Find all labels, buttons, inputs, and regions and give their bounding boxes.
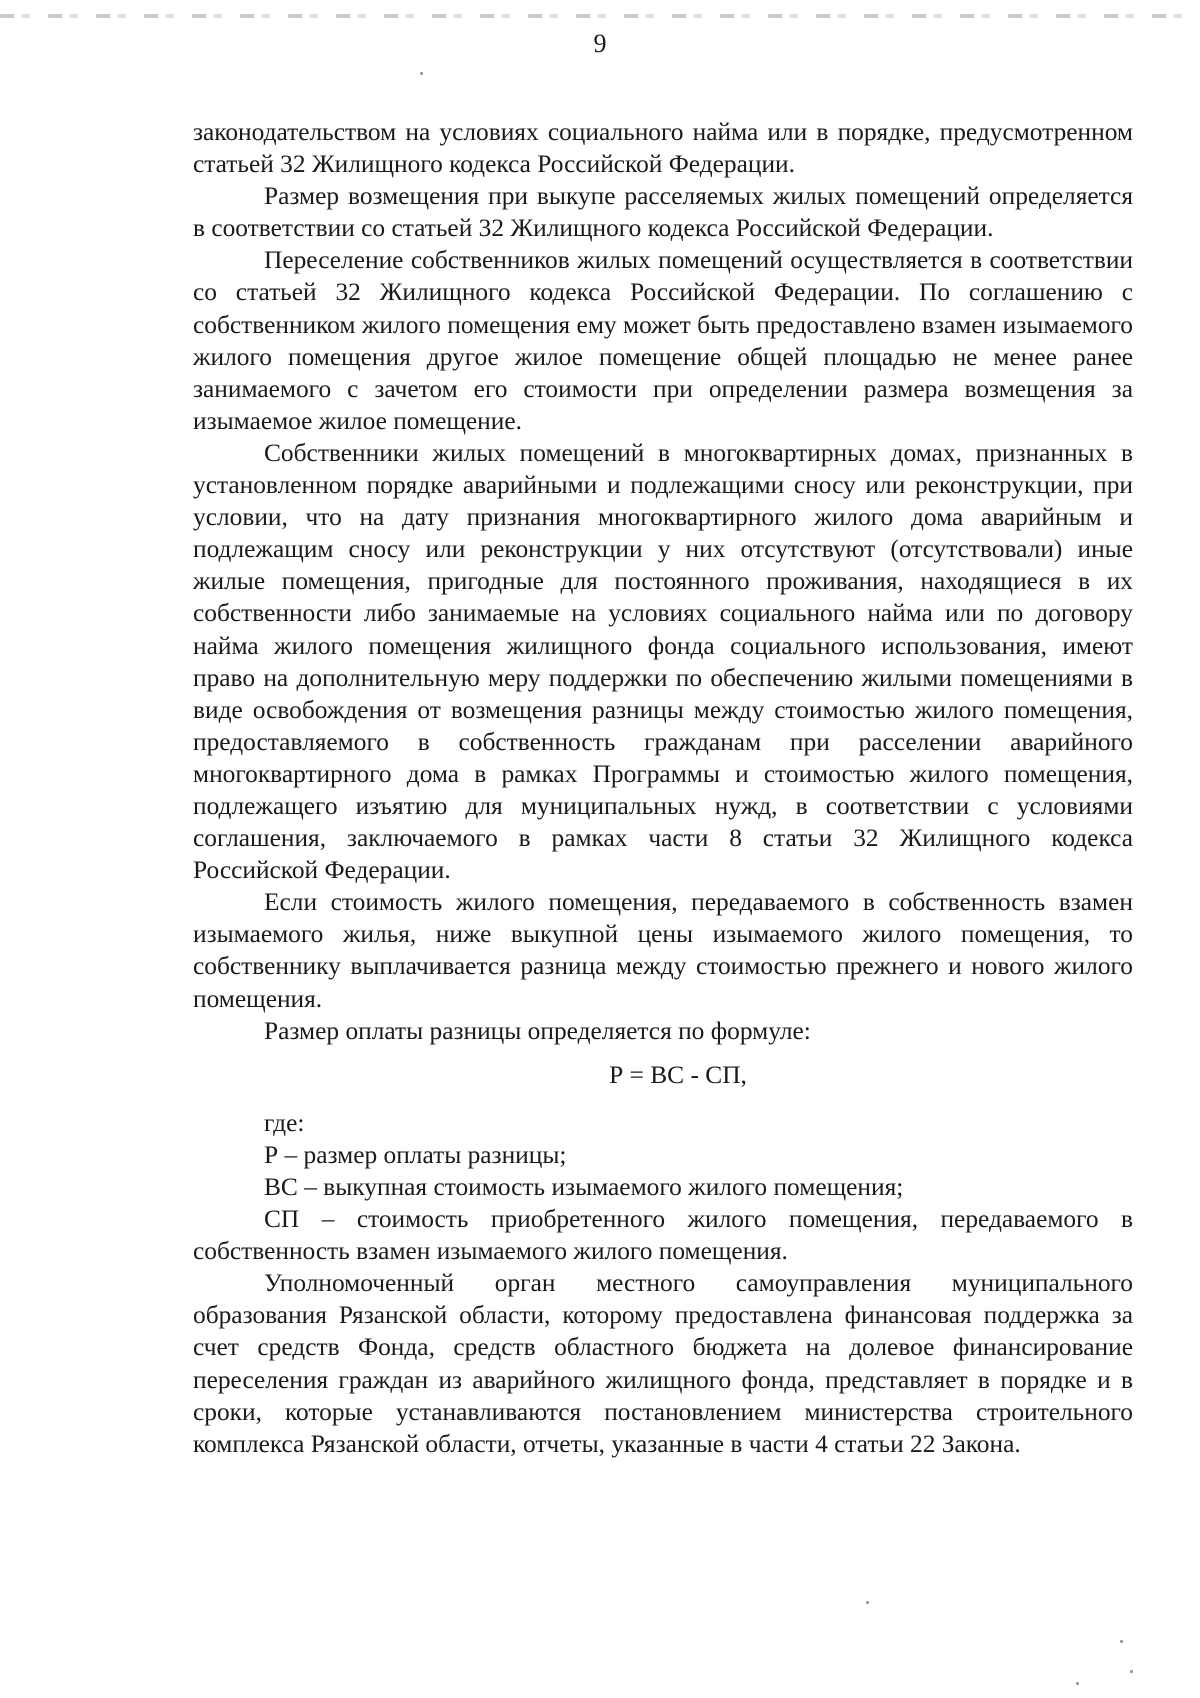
page-number: 9	[593, 29, 607, 58]
paragraph-formula-intro: Размер оплаты разницы определяется по формуле:	[264, 1016, 811, 1045]
paragraph-owner-resettlement: Переселение собственников жилых помещений осуществляется в соответствии со статьей 32 Жилищного кодекса Российской Федерации. По соглашению с собственником жилого помещения ему может быть предоставлено взамен изымаемого жилого помещения другое жилое помещение общей площадью не менее ранее занимаемого с зачетом его стоимости при определении размера возмещения за изымаемое жилое помещение.	[193, 246, 1133, 435]
paragraph-compensation-size: Размер возмещения при выкупе расселяемых жилых помещений определяется в соответствии со статьей 32 Жилищного кодекса Российской Федерации.	[193, 182, 1133, 243]
definition-sp: СП – стоимость приобретенного жилого помещения, передаваемого в собственность взамен изымаемого жилого помещения.	[193, 1205, 1133, 1266]
scan-speck	[1076, 1682, 1079, 1685]
scan-speck	[1130, 1670, 1133, 1673]
formula: Р = ВС - СП,	[609, 1060, 747, 1089]
scan-edge-artifact	[0, 14, 1200, 18]
scan-speck	[420, 72, 423, 75]
scan-speck	[1120, 1640, 1123, 1643]
scan-speck	[866, 1601, 869, 1604]
definitions-where: где:	[264, 1108, 305, 1137]
document-body	[193, 116, 1133, 1460]
paragraph-additional-support: Собственники жилых помещений в многоквартирных домах, признанных в установленном порядке аварийными и подлежащими сносу или реконструкции, при условии, что на дату признания многоквартирного жилого дома аварийным и подлежащим сносу или реконструкции у них отсутствуют (отсутствовали) иные жилые помещения, пригодные для постоянного проживания, находящиеся в их собственности либо занимаемые на условиях социального найма или по договору найма жилого помещения жилищного фонда социального использования, имеют право на дополнительную меру поддержки по обеспечению жилыми помещениями в виде освобождения от возмещения разницы между стоимостью жилого помещения, предоставляемого в собственность гражданам при расселении аварийного многоквартирного дома в рамках Программы и стоимостью жилого помещения, подлежащего изъятию для муниципальных нужд, в соответствии с условиями соглашения, заключаемого в рамках части 8 статьи 32 Жилищного кодекса Российской Федерации.	[193, 438, 1133, 885]
definition-p: Р – размер оплаты разницы;	[264, 1140, 567, 1169]
paragraph-reporting: Уполномоченный орган местного самоуправления муниципального образования Рязанской области, которому предоставлена финансовая поддержка за счет средств Фонда, средств областного бюджета на долевое финансирование переселения граждан из аварийного жилищного фонда, представляет в порядке и в сроки, которые устанавливаются постановлением министерства строительного комплекса Рязанской области, отчеты, указанные в части 4 статьи 22 Закона.	[193, 1269, 1133, 1458]
paragraph-continuation: законодательством на условиях социального найма или в порядке, предусмотренном статьей 32 Жилищного кодекса Российской Федерации.	[193, 118, 1133, 179]
paragraph-price-difference: Если стоимость жилого помещения, передаваемого в собственность взамен изымаемого жилья, ниже выкупной цены изымаемого жилого помещения, то собственнику выплачивается разница между стоимостью прежнего и нового жилого помещения.	[193, 888, 1133, 1013]
definition-vs: ВС – выкупная стоимость изымаемого жилого помещения;	[264, 1173, 904, 1201]
